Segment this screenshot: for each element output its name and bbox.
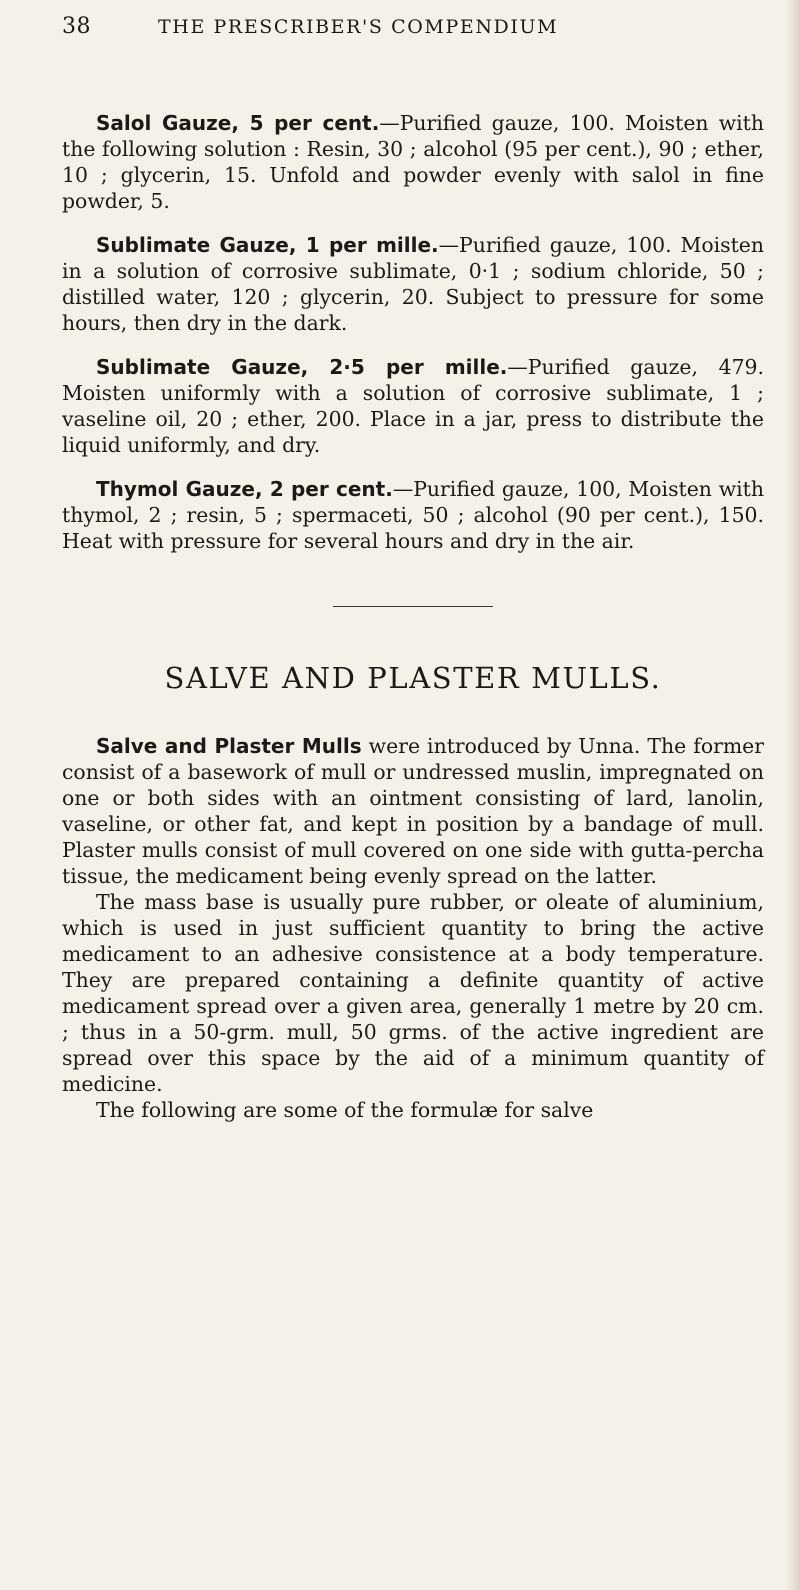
- page-edge-shadow: [786, 0, 800, 1590]
- running-title: THE PRESCRIBER'S COMPENDIUM: [158, 16, 559, 38]
- entry-heading: Sublimate Gauze, 2·5 per mille.: [96, 355, 508, 379]
- entry-heading: Salol Gauze, 5 per cent.: [96, 111, 380, 135]
- entry-text: —Purified gauze, 100, Moisten with thymol, 2 ; resin, 5 ; spermaceti, 50 ; alcohol (90 per cent.), 150. Heat with pressure for several hours and dry in the air.: [62, 477, 765, 553]
- section-intro-heading: Salve and Plaster Mulls: [96, 734, 362, 758]
- section-intro-paragraph: [62, 733, 764, 889]
- gauze-entry-sublimate-1: [62, 232, 764, 336]
- entry-text: —Purified gauze, 100. Moisten in a solution of corrosive sublimate, 0·1 ; sodium chloride, 50 ; distilled water, 120 ; glycerin, 20. Subject to pressure for some hours, then dry in the dark.: [62, 233, 764, 335]
- section-paragraph-3: The following are some of the formulæ for salve: [96, 1098, 594, 1122]
- entry-text: —Purified gauze, 479. Moisten uniformly with a solution of corrosive sublimate, 1 ; vaseline oil, 20 ; ether, 200. Place in a jar, press to distribute the liquid uniformly, and dry.: [62, 355, 764, 457]
- entry-text: —Purified gauze, 100. Moisten with the following solution : Resin, 30 ; alcohol (95 per cent.), 90 ; ether, 10 ; glycerin, 15. Unfold and powder evenly with salol in fine powder, 5.: [62, 111, 764, 213]
- section-title: SALVE AND PLASTER MULLS.: [164, 661, 662, 695]
- gauze-entry-sublimate-2-5: [62, 354, 764, 458]
- gauze-entry-salol: [62, 110, 764, 214]
- entry-heading: Sublimate Gauze, 1 per mille.: [96, 233, 439, 257]
- page-body: [62, 110, 764, 1123]
- entry-heading: Thymol Gauze, 2 per cent.: [96, 477, 393, 501]
- page-number: 38: [62, 14, 91, 39]
- gauze-entry-thymol: [62, 476, 764, 554]
- section-intro-text: were introduced by Unna. The former consist of a basework of mull or undressed muslin, impregnated on one or both sides with an ointment consisting of lard, lanolin, vaseline, or other fat, and kept in position by a bandage of mull. Plaster mulls consist of mull covered on one side with gutta-percha tissue, the medicament being evenly spread on the latter.: [62, 734, 764, 888]
- section-divider: [333, 606, 493, 607]
- section-paragraph-2: The mass base is usually pure rubber, or oleate of aluminium, which is used in just sufficient quantity to bring the active medicament to an adhesive consistence at a body temperature. They are prepared containing a definite quantity of active medicament spread over a given area, generally 1 metre by 20 cm. ; thus in a 50-grm. mull, 50 grms. of the active ingredient are spread over this space by the aid of a minimum quantity of medicine.: [62, 890, 764, 1096]
